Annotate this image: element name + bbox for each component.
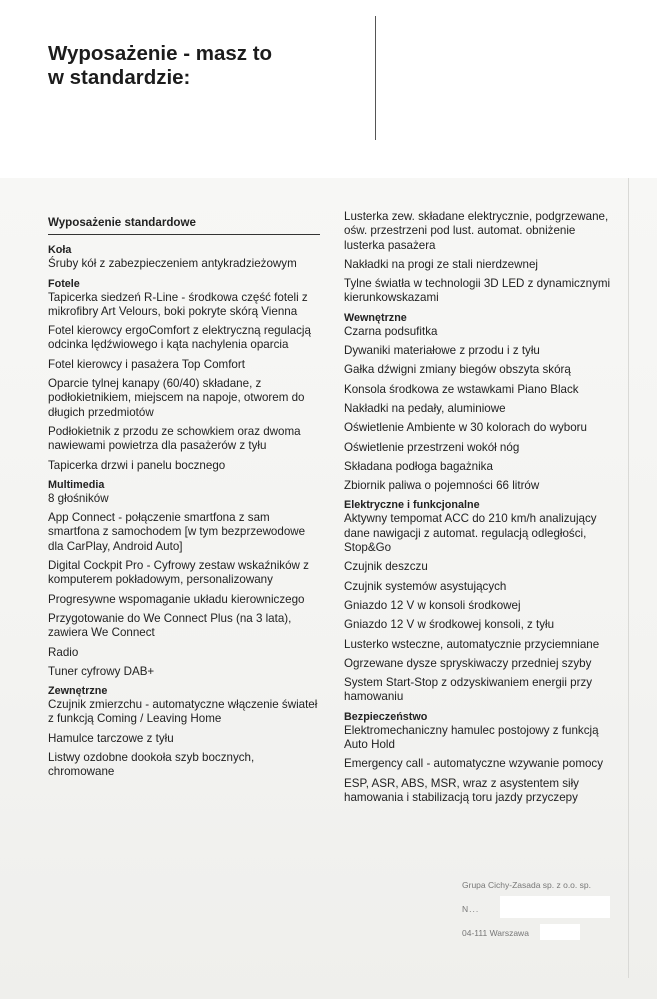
equipment-item: Czujnik zmierzchu - automatyczne włączenie świateł z funkcją Coming / Leaving Home bbox=[48, 698, 318, 726]
equipment-item: Oświetlenie przestrzeni wokół nóg bbox=[344, 440, 520, 454]
section-right-1 bbox=[344, 311, 612, 494]
section-left-2 bbox=[48, 478, 320, 679]
equipment-item: Fotel kierowcy i pasażera Top Comfort bbox=[48, 357, 245, 371]
equipment-item: Listwy ozdobne dookoła szyb bocznych, chromowane bbox=[48, 751, 255, 779]
top-area bbox=[0, 0, 657, 178]
document-title: Wyposażenie standardowe bbox=[48, 216, 320, 235]
section-title: Fotele bbox=[48, 277, 80, 290]
headline-line-2: w standardzie: bbox=[48, 66, 191, 89]
redaction-block bbox=[540, 924, 580, 940]
section-title: Elektryczne i funkcjonalne bbox=[344, 499, 480, 512]
section-title: Multimedia bbox=[48, 478, 105, 491]
section-title: Wewnętrzne bbox=[344, 311, 407, 324]
equipment-item: Hamulce tarczowe z tyłu bbox=[48, 731, 174, 745]
equipment-item: Elektromechaniczny hamulec postojowy z funkcją Auto Hold bbox=[344, 723, 599, 752]
redaction-block bbox=[500, 896, 610, 918]
equipment-item: Tapicerka siedzeń R-Line - środkowa część foteli z mikrofibry Art Velours, boki pokryte skórą Vienna bbox=[48, 290, 308, 318]
equipment-item: Fotel kierowcy ergoComfort z elektryczną regulacją odcinka lędźwiowego i kąta nachylenia oparcia bbox=[48, 324, 311, 352]
equipment-item: Lusterko wsteczne, automatycznie przyciemniane bbox=[344, 637, 600, 651]
equipment-item: Czujnik deszczu bbox=[344, 560, 428, 574]
equipment-item: 8 głośników bbox=[48, 491, 109, 505]
equipment-item: Nakładki na pedały, aluminiowe bbox=[344, 401, 506, 415]
left-column bbox=[48, 210, 320, 785]
equipment-item: Nakładki na progi ze stali nierdzewnej bbox=[344, 257, 538, 271]
equipment-item: Dywaniki materiałowe z przodu i z tyłu bbox=[344, 344, 540, 358]
stamp-line-3: 04-111 Warszawa bbox=[462, 928, 529, 938]
section-right-0 bbox=[344, 210, 612, 306]
equipment-item: Aktywny tempomat ACC do 210 km/h analizujący dane nawigacji z automat. regulacją odległości, Stop&Go bbox=[344, 512, 597, 555]
section-right-3 bbox=[344, 710, 612, 805]
equipment-item: Składana podłoga bagażnika bbox=[344, 459, 493, 473]
page-headline bbox=[48, 42, 272, 90]
equipment-item: App Connect - połączenie smartfona z sam smartfona z samochodem [w tym bezprzewodowe dla CarPlay, Android Auto] bbox=[48, 511, 306, 553]
equipment-item: Konsola środkowa ze wstawkami Piano Black bbox=[344, 382, 579, 396]
right-column bbox=[344, 210, 612, 810]
equipment-item: Lusterka zew. składane elektrycznie, podgrzewane, ośw. przestrzeni pod lust. automat. obniżenie lusterka pasażera bbox=[344, 210, 609, 252]
equipment-item: Ogrzewane dysze spryskiwaczy przedniej szyby bbox=[344, 656, 592, 670]
vertical-divider bbox=[375, 16, 376, 140]
equipment-item: Przygotowanie do We Connect Plus (na 3 lata), zawiera We Connect bbox=[48, 611, 292, 640]
equipment-item: Gniazdo 12 V w konsoli środkowej bbox=[344, 598, 521, 612]
section-right-2 bbox=[344, 498, 612, 704]
equipment-item: Czarna podsufitka bbox=[344, 324, 438, 338]
equipment-item: Digital Cockpit Pro - Cyfrowy zestaw wskaźników z komputerem pokładowym, personalizowany bbox=[48, 559, 309, 587]
equipment-item: ESP, ASR, ABS, MSR, wraz z asystentem siły hamowania i stabilizacją toru jazdy przyczepy bbox=[344, 776, 579, 804]
sheet-edge bbox=[628, 178, 629, 978]
equipment-item: Emergency call - automatyczne wzywanie pomocy bbox=[344, 757, 604, 771]
headline-line-1: Wyposażenie - masz to bbox=[48, 42, 273, 65]
stamp-line-1: Grupa Cichy-Zasada sp. z o.o. sp. bbox=[462, 880, 591, 890]
equipment-item: Oparcie tylnej kanapy (60/40) składane, z podłokietnikiem, miejscem na napoje, otworem do długich przedmiotów bbox=[48, 377, 305, 419]
section-title: Bezpieczeństwo bbox=[344, 710, 428, 723]
section-left-1 bbox=[48, 277, 320, 473]
equipment-item: Śruby kół z zabezpieczeniem antykradzieżowym bbox=[48, 257, 297, 271]
equipment-item: Podłokietnik z przodu ze schowkiem oraz dwoma nawiewami powietrza dla pasażerów z tyłu bbox=[48, 424, 301, 453]
equipment-item: System Start-Stop z odzyskiwaniem energii przy hamowaniu bbox=[344, 676, 593, 704]
stamp-line-2: N... bbox=[462, 904, 480, 914]
equipment-item: Gałka dźwigni zmiany biegów obszyta skórą bbox=[344, 363, 571, 377]
equipment-item: Tylne światła w technologii 3D LED z dynamicznymi kierunkowskazami bbox=[344, 277, 611, 305]
section-left-0 bbox=[48, 243, 320, 271]
equipment-item: Radio bbox=[48, 645, 79, 659]
equipment-item: Tuner cyfrowy DAB+ bbox=[48, 664, 155, 678]
section-left-3 bbox=[48, 684, 320, 779]
section-title: Zewnętrzne bbox=[48, 685, 108, 698]
equipment-item: Czujnik systemów asystujących bbox=[344, 579, 507, 593]
equipment-item: Gniazdo 12 V w środkowej konsoli, z tyłu bbox=[344, 618, 555, 632]
section-title: Koła bbox=[48, 244, 72, 257]
equipment-item: Zbiornik paliwa o pojemności 66 litrów bbox=[344, 479, 540, 493]
equipment-item: Tapicerka drzwi i panelu bocznego bbox=[48, 458, 226, 472]
equipment-item: Progresywne wspomaganie układu kierowniczego bbox=[48, 592, 305, 606]
equipment-item: Oświetlenie Ambiente w 30 kolorach do wyboru bbox=[344, 421, 587, 435]
